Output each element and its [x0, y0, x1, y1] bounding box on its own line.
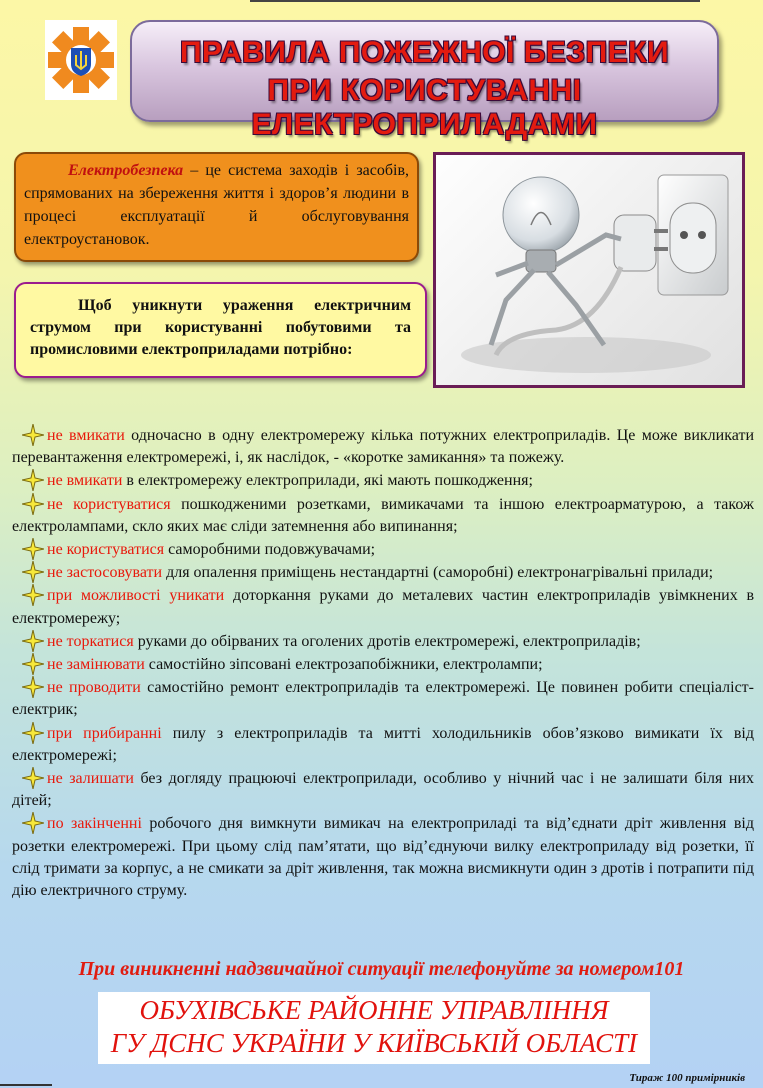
rule-text: самостійно зіпсовані електрозапобіжники, електролампи;	[144, 656, 543, 674]
intro-box: Щоб уникнути ураження електричним струмом при користуванні побутовими та промисловими електроприладами потрібно:	[14, 282, 427, 378]
rule-text: самостійно ремонт електроприладів та електромережі. Це повинен робити спеціаліст-електрик;	[12, 679, 754, 719]
title-line-2: ПРИ КОРИСТУВАННІ ЕЛЕКТРОПРИЛАДАМИ	[251, 74, 598, 141]
rule-text: руками до обірваних та оголених дротів електромережі, електроприладів;	[133, 632, 641, 650]
rule-highlight: не вмикати	[47, 472, 123, 490]
rule-item	[12, 493, 754, 538]
rule-text: пилу з електроприладів та митті холодильників обов’язково вимикати їх від електромережі;	[12, 724, 755, 764]
rule-item	[12, 469, 754, 492]
rule-item	[12, 584, 754, 629]
rule-highlight: не залишати	[47, 770, 134, 788]
title-banner	[130, 20, 719, 141]
star-bullet-icon	[22, 469, 44, 491]
rule-item	[12, 676, 754, 721]
star-bullet-icon	[22, 561, 44, 583]
lightbulb-plug-illustration	[433, 152, 745, 388]
star-bullet-icon	[22, 812, 44, 834]
rule-text: в електромережу електроприлади, які мають пошкодження;	[122, 472, 533, 490]
rule-item	[12, 767, 754, 812]
rule-item	[12, 812, 754, 902]
department-line-2: ГУ ДСНС УКРАЇНИ У КИЇВСЬКІЙ ОБЛАСТІ	[110, 1028, 638, 1058]
definition-text: – це система заходів і засобів, спрямованих на збереження життя і здоров’я людини в процесі експлуатації й обслуговування електроустановок.	[24, 162, 409, 248]
dsns-emblem-icon	[45, 20, 117, 100]
rule-text: доторкання руками до металевих частин електроприладів увімкнених в електромережу;	[12, 587, 754, 627]
star-bullet-icon	[22, 424, 44, 446]
rule-highlight: не проводити	[47, 679, 141, 697]
rule-text: робочого дня вимкнути вимикач на електроприладі та від’єднати дріт живлення від розетки електромережі. При цьому слід пам’ятати, що від’єднуючи вилку електроприладу від розетки, її слід тримати за корпус, а не смикати за дріт живлення, так можна висмикнути один з дротів і потрапити під дію електричного струму.	[12, 815, 755, 900]
rule-item	[12, 561, 754, 584]
rule-text: саморобними подовжувачами;	[164, 541, 376, 559]
top-divider	[250, 0, 700, 2]
rule-text: пошкодженими розетками, вимикачами та іншою електроарматурою, а також електролампами, скло яких має сліди затемнення або випинання;	[12, 495, 754, 535]
star-bullet-icon	[22, 493, 44, 515]
department-line-1: ОБУХІВСЬКЕ РАЙОННЕ УПРАВЛІННЯ	[139, 995, 609, 1025]
rule-highlight: не вмикати	[47, 427, 125, 444]
definition-term: Електробезпека	[68, 162, 184, 179]
star-bullet-icon	[22, 653, 44, 675]
star-bullet-icon	[22, 630, 44, 652]
rule-item	[12, 424, 754, 469]
rule-item	[12, 538, 754, 561]
bottom-divider	[0, 1084, 52, 1086]
rule-highlight: по закінченні	[47, 815, 142, 833]
title-line-1: ПРАВИЛА ПОЖЕЖНОЇ БЕЗПЕКИ	[179, 36, 670, 69]
department-box	[98, 992, 650, 1064]
star-bullet-icon	[22, 722, 44, 744]
rule-highlight: не торкатися	[47, 632, 134, 650]
rule-highlight: при можливості уникати	[47, 587, 225, 605]
definition-box	[14, 152, 419, 262]
rules-list	[12, 424, 754, 902]
rule-item	[12, 722, 754, 767]
star-bullet-icon	[22, 538, 44, 560]
star-bullet-icon	[22, 676, 44, 698]
rule-text: без догляду працюючі електроприлади, особливо у нічний час і не залишати біля них дітей;	[12, 770, 754, 810]
rule-highlight: не замінювати	[47, 656, 145, 674]
print-run-note: Тираж 100 примірників	[629, 1072, 745, 1084]
rule-text: для опалення приміщень нестандартні (саморобні) електронагрівальні прилади;	[162, 564, 714, 582]
star-bullet-icon	[22, 584, 44, 606]
rule-text: одночасно в одну електромережу кілька потужних електроприладів. Це може викликати перевантаження електромережі, і, як наслідок, - «коротке замикання» та пожежу.	[12, 427, 755, 467]
rule-highlight: при прибиранні	[47, 724, 162, 742]
star-bullet-icon	[22, 767, 44, 789]
rule-highlight: не користуватися	[47, 541, 165, 559]
rule-item	[12, 653, 754, 676]
rule-item	[12, 630, 754, 653]
emergency-call-text: При виникненні надзвичайної ситуації телефонуйте за номером101	[78, 958, 685, 980]
rule-highlight: не користуватися	[47, 495, 171, 513]
rule-highlight: не застосовувати	[47, 564, 163, 582]
